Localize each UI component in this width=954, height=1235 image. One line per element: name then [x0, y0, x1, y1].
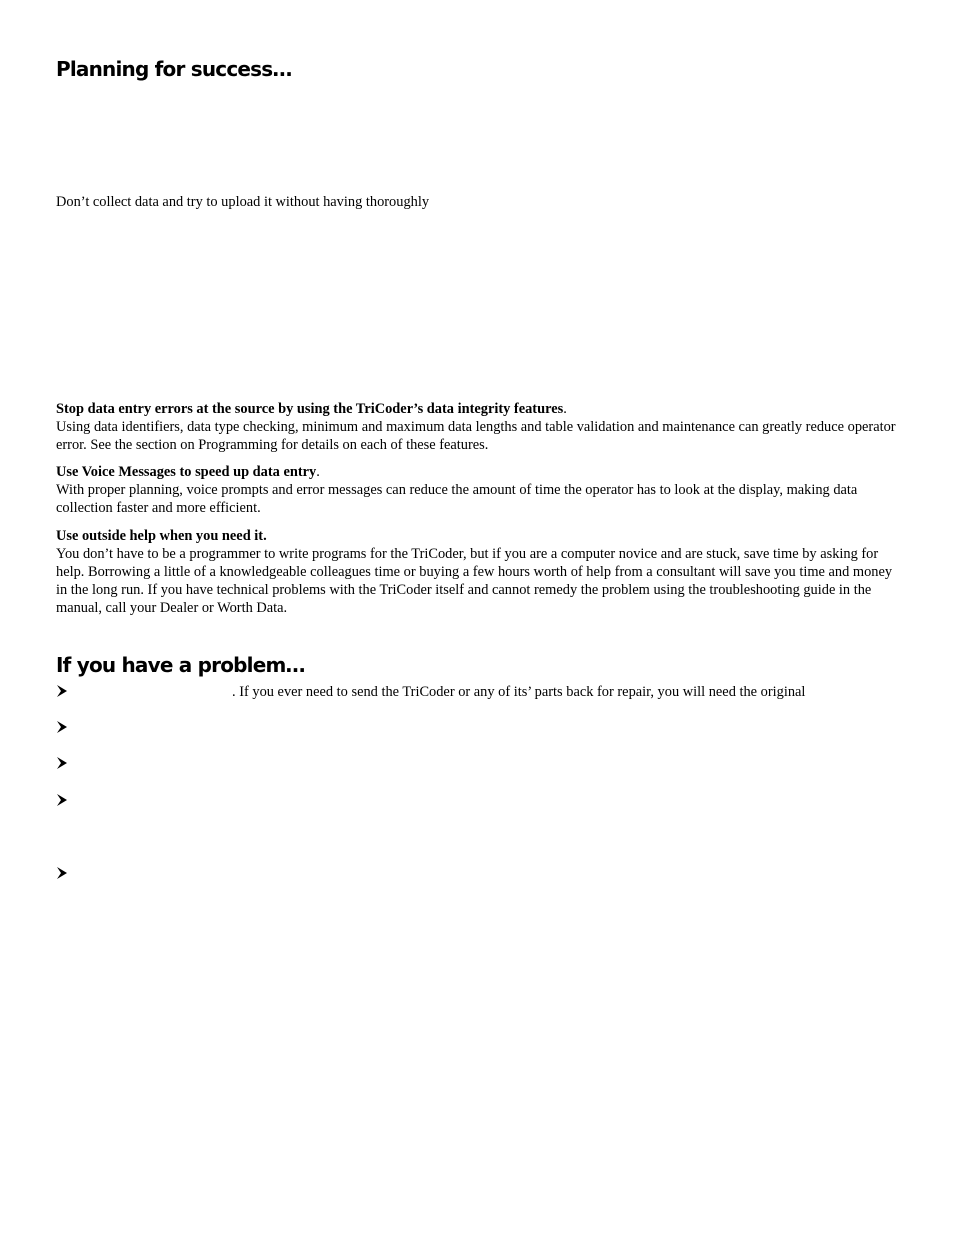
bullet-text: . If you ever need to send the TriCoder or any of its’ parts back for repair, you will need the original: [232, 684, 806, 700]
tip-title: Use Voice Messages to speed up data entry: [56, 464, 317, 480]
tip-body: Using data identifiers, data type checking, minimum and maximum data lengths and table validation and maintenance can greatly reduce operator error. See the section on Programming for details on each of these features.: [56, 419, 896, 453]
bullet-item: [56, 683, 898, 701]
arrow-bullet-icon: [56, 866, 68, 880]
intro-paragraph: Don’t collect data and try to upload it without having thoroughly: [56, 194, 430, 210]
tip-title-end: .: [563, 401, 567, 417]
arrow-bullet-icon: [56, 756, 68, 770]
tip-data-integrity: [56, 400, 898, 454]
tip-title-end: .: [316, 464, 320, 480]
tip-body: With proper planning, voice prompts and error messages can reduce the amount of time the operator has to look at the display, making data collection faster and more efficient.: [56, 482, 858, 516]
tip-title: Stop data entry errors at the source by using the TriCoder’s data integrity features: [56, 401, 564, 417]
arrow-bullet-icon: [56, 720, 68, 734]
tip-outside-help: [56, 527, 898, 617]
tip-body: You don’t have to be a programmer to write programs for the TriCoder, but if you are a computer novice and are stuck, save time by asking for help. Borrowing a little of a knowledgeable colleagues time or buying a few hours worth of help from a consultant will save you time and money in the long run. If you have technical problems with the TriCoder itself and cannot remedy the problem using the troubleshooting guide in the manual, call your Dealer or Worth Data.: [56, 546, 893, 616]
bullet-item: [56, 792, 898, 810]
bullet-item: [56, 865, 898, 883]
tip-voice-messages: [56, 463, 898, 517]
arrow-bullet-icon: [56, 793, 68, 807]
section-heading-problem: If you have a problem…: [56, 653, 305, 677]
arrow-bullet-icon: [56, 684, 68, 698]
bullet-item: [56, 755, 898, 773]
tip-title: Use outside help when you need it.: [56, 528, 267, 544]
section-heading-planning: Planning for success…: [56, 57, 292, 81]
bullet-item: [56, 719, 898, 737]
